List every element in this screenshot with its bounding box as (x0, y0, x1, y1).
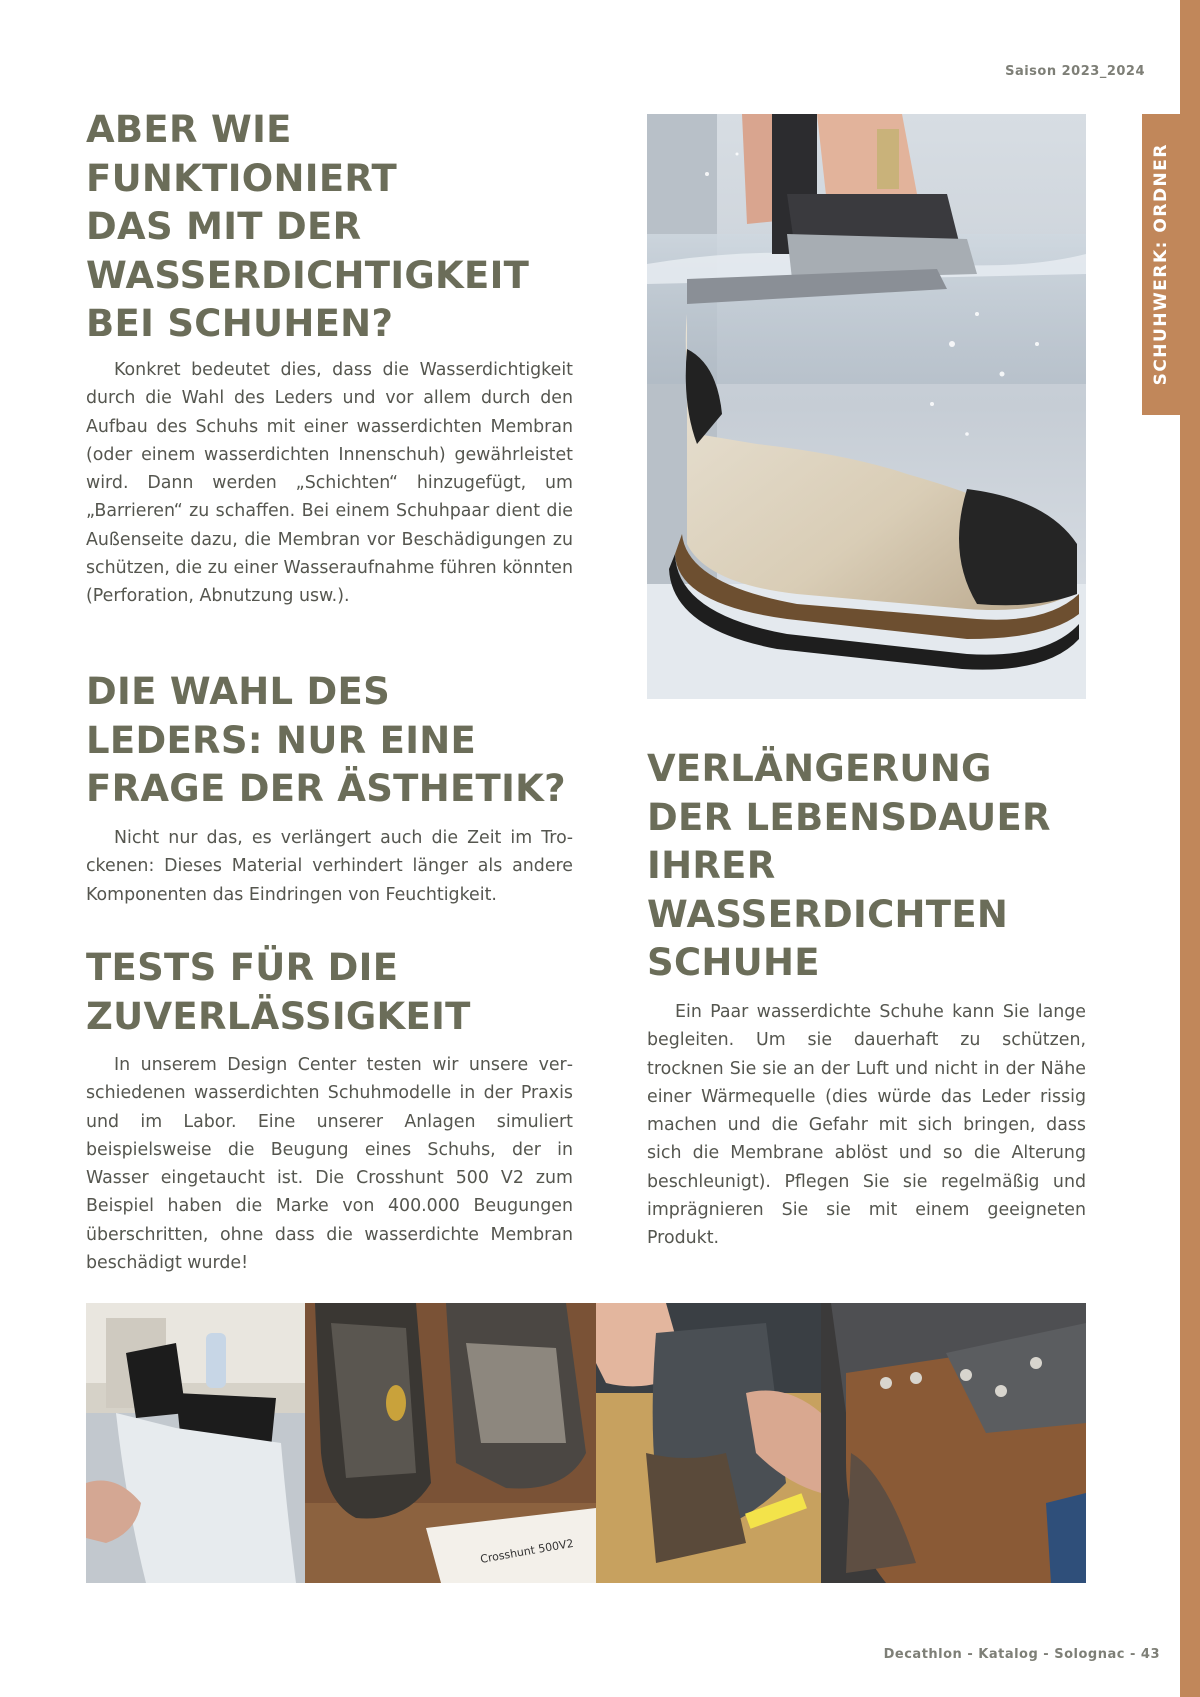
paragraph-extend-lifetime: Ein Paar wasserdichte Schuhe kann Sie lange begleiten. Um sie dauerhaft zu schützen, trocknen Sie sie an der Luft und nicht in der Nähe einer Wärmequelle (dies würde das Leder rissig machen und die Gefahr mit sich bringen, dass sich die Membrane ablöst und so die Alterung beschleunigt). Pflegen Sie sie regelmäßig und imprägnieren Sie sie mit einem geeigneten Produkt. (647, 1002, 1086, 1249)
paragraph-waterproof-how: Konkret bedeutet dies, dass die Wasserdichtigkeit durch die Wahl des Leders und vor allem durch den Aufbau des Schuhs mit einer wasserdichten Membran (oder einem wasserdichten Innenschuh) gewährleistet wird. Dann werden „Schichten“ hinzugefügt, um „Barrieren“ zu schaffen. Bei einem Schuhpaar dient die Außenseite dazu, die Membran vor Beschädigungen zu schützen, die zu einer Wasseraufnahme führen könnten (Perforation, Abnutzung usw.). (86, 360, 573, 607)
side-accent-strip (1180, 0, 1200, 1697)
side-section-tab (1142, 114, 1180, 415)
heading-reliability-tests: TESTS FÜR DIE ZUVERLÄSSIGKEIT (86, 946, 471, 1038)
page-footer: Decathlon - Katalog - Solognac - 43 (883, 1647, 1160, 1662)
heading-leather-choice: DIE WAHL DES LEDERS: NUR EINE FRAGE DER ÄSTHETIK? (86, 670, 566, 810)
workshop-photo-strip (86, 1303, 1086, 1583)
notebook-handwriting: Crosshunt 500V2 (479, 1536, 575, 1566)
paragraph-reliability-tests: In unserem Design Center testen wir unsere verschiedenen wasserdichten Schuhmodelle in der Praxis und im Labor. Eine unserer Anlagen simuliert beispielsweise die Beugung eines Schuhs, der in Wasser eingetaucht ist. Die Crosshunt 500 V2 zum Beispiel haben die Marke von 400.000 Beugungen überschritten, ohne dass die wasserdichte Membran beschädigt wurde! (86, 1055, 573, 1274)
heading-extend-lifetime: VERLÄNGERUNG DER LEBENSDAUER IHRER WASSERDICHTEN SCHUHE (647, 747, 1051, 984)
boot-water-test-photo (647, 114, 1086, 699)
side-tab-label: SCHUHWERK: ORDNER (1151, 143, 1171, 386)
paragraph-leather-choice: Nicht nur das, es verlängert auch die Zeit im Trockenen: Dieses Material verhindert länger als andere Komponenten das Eindringen von Feuchtigkeit. (86, 828, 573, 905)
season-label: Saison 2023_2024 (1005, 64, 1145, 79)
heading-waterproof-how: ABER WIE FUNKTIONIERT DAS MIT DER WASSERDICHTIGKEIT BEI SCHUHEN? (86, 108, 530, 345)
